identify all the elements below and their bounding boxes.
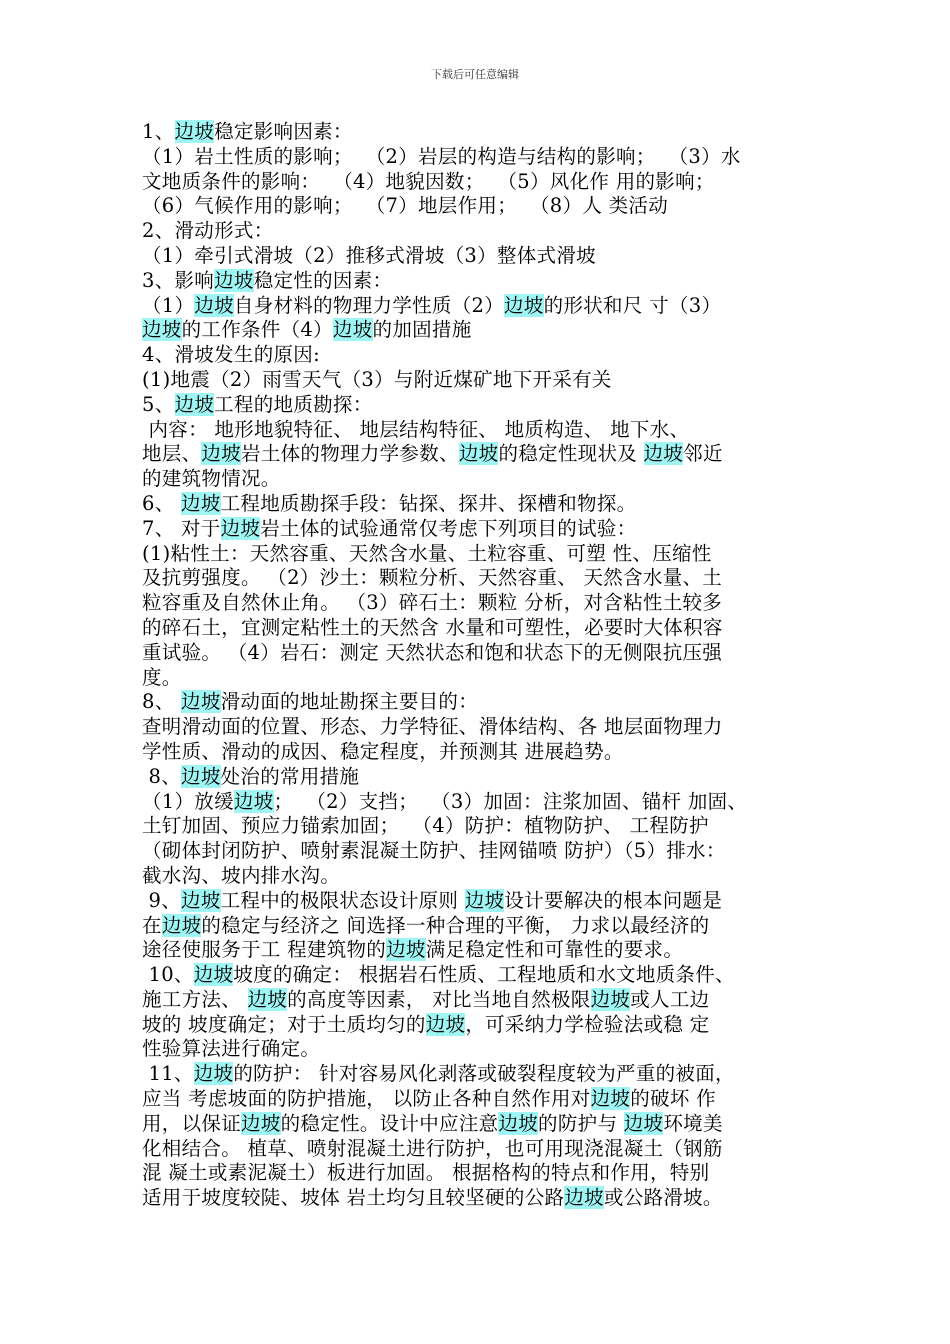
text-line: （1）边坡自身材料的物理力学性质（2）边坡的形状和尺 寸（3） xyxy=(142,293,722,317)
text-line: 2、滑动形式： xyxy=(142,219,274,243)
highlighted-term: 边坡 xyxy=(247,987,288,1011)
highlighted-term: 边坡 xyxy=(161,913,202,937)
text-line: 11、边坡的防护： 针对容易风化剥落或破裂程度较为严重的被面， xyxy=(142,1062,735,1086)
text-line: 的碎石土，宜测定粘性土的天然含 水量和可塑性，必要时大体积容 xyxy=(142,615,723,639)
highlighted-term: 边坡 xyxy=(201,442,242,466)
text-line: 8、 边坡滑动面的地址勘探主要目的： xyxy=(142,690,479,714)
text-line: 施工方法、 边坡的高度等因素， 对比当地自然极限边坡或人工边 xyxy=(142,987,710,1011)
highlighted-term: 边坡 xyxy=(590,987,631,1011)
highlighted-term: 边坡 xyxy=(386,938,426,962)
highlighted-term: 边坡 xyxy=(214,268,254,292)
text-line: 适用于坡度较陡、坡体 岩土均匀且较坚硬的公路边坡或公路滑坡。 xyxy=(142,1186,723,1210)
text-line: 4、滑坡发生的原因: xyxy=(142,343,320,367)
document-body xyxy=(142,120,812,1211)
text-line: 混 凝土或素泥凝土）板进行加固。 根据格构的特点和作用，特别 xyxy=(142,1161,710,1185)
highlighted-term: 边坡 xyxy=(174,120,215,143)
text-line: 地层、边坡岩土体的物理力学参数、边坡的稳定性现状及 边坡邻近 xyxy=(142,442,723,466)
highlighted-term: 边坡 xyxy=(425,1012,466,1036)
highlighted-term: 边坡 xyxy=(142,318,182,342)
text-line: 1、边坡稳定影响因素： xyxy=(142,120,353,143)
text-line: 的建筑物情况。 xyxy=(142,467,281,491)
text-line: 性验算法进行确定。 xyxy=(142,1037,321,1061)
text-line: 及抗剪强度。 （2）沙土：颗粒分析、天然容重、 天然含水量、土 xyxy=(142,566,723,590)
text-line: 土钉加固、预应力锚索加固； （4）防护：植物防护、 工程防护 xyxy=(142,814,709,838)
text-line: 5、边坡工程的地质勘探： xyxy=(142,392,373,416)
text-line: 坡的 坡度确定；对于土质均匀的边坡，可采纳力学检验法或稳 定 xyxy=(142,1012,710,1036)
highlighted-term: 边坡 xyxy=(498,1111,539,1135)
text-line: 内容： 地形地貌特征、 地层结构特征、 地质构造、 地下水、 xyxy=(142,417,690,441)
highlighted-term: 边坡 xyxy=(564,1186,604,1210)
text-line: 9、边坡工程中的极限状态设计原则 边坡设计要解决的根本问题是 xyxy=(142,888,723,912)
highlighted-term: 边坡 xyxy=(623,1111,664,1135)
highlighted-term: 边坡 xyxy=(193,963,234,987)
text-line: 7、 对于边坡岩土体的试验通常仅考虑下列项目的试验： xyxy=(142,516,637,540)
text-line: （6）气候作用的影响； （7）地层作用； （8）人 类活动 xyxy=(142,194,669,218)
highlighted-term: 边坡 xyxy=(458,442,499,466)
text-line: 边坡的工作条件（4）边坡的加固措施 xyxy=(142,318,472,342)
text-line: （1）放缓边坡； （2）支挡； （3）加固：注浆加固、锚杆 加固、 xyxy=(142,789,748,813)
highlighted-term: 边坡 xyxy=(464,888,505,912)
highlighted-term: 边坡 xyxy=(220,516,261,540)
highlighted-term: 边坡 xyxy=(241,1111,281,1135)
text-line: 3、影响边坡稳定性的因素： xyxy=(142,268,393,292)
highlighted-term: 边坡 xyxy=(174,392,215,416)
highlighted-term: 边坡 xyxy=(504,293,544,317)
text-line: 用，以保证边坡的稳定性。设计中应注意边坡的防护与 边坡环境美 xyxy=(142,1111,723,1135)
text-line: 学性质、滑动的成因、稳定程度，并预测其 进展趋势。 xyxy=(142,739,624,763)
text-line: 化相结合。 植草、喷射混凝土进行防护，也可用现浇混凝土（钢筋 xyxy=(142,1136,723,1160)
highlighted-term: 边坡 xyxy=(332,318,373,342)
text-line: 应当 考虑坡面的防护措施， 以防止各种自然作用对边坡的破坏 作 xyxy=(142,1087,716,1111)
text-line: (1)粘性土：天然容重、天然含水量、土粒容重、可塑 性、压缩性 xyxy=(142,541,712,565)
text-line: 途径使服务于工 程建筑物的边坡满足稳定性和可靠性的要求。 xyxy=(142,938,684,962)
text-line: 截水沟、坡内排水沟。 xyxy=(142,863,341,887)
text-line: 查明滑动面的位置、形态、力学特征、滑体结构、各 地层面物理力 xyxy=(142,715,723,739)
highlighted-term: 边坡 xyxy=(643,442,684,466)
text-line: (1)地震（2）雨雪天气（3）与附近煤矿地下开采有关 xyxy=(142,367,612,391)
highlighted-term: 边坡 xyxy=(181,690,221,714)
highlighted-term: 边坡 xyxy=(181,491,221,515)
text-line: 在边坡的稳定与经济之 间选择一种合理的平衡， 力求以最经济的 xyxy=(142,913,710,937)
text-line: 粒容重及自然休止角。 （3）碎石土：颗粒 分析，对含粘性土较多 xyxy=(142,591,723,615)
header-note: 下载后可任意编辑 xyxy=(431,68,519,81)
text-line: 6、 边坡工程地质勘探手段：钻探、探井、探槽和物探。 xyxy=(142,491,637,515)
text-line: 10、边坡坡度的确定： 根据岩石性质、工程地质和水文地质条件、 xyxy=(142,963,735,987)
highlighted-term: 边坡 xyxy=(233,789,274,813)
highlighted-term: 边坡 xyxy=(181,764,221,788)
highlighted-term: 边坡 xyxy=(590,1087,631,1111)
text-line: 度。 xyxy=(142,665,182,689)
text-line: （1）牵引式滑坡（2）推移式滑坡（3）整体式滑坡 xyxy=(142,243,596,267)
highlighted-term: 边坡 xyxy=(194,293,234,317)
text-line: 文地质条件的影响： （4）地貌因数； （5）风化作 用的影响； xyxy=(142,169,715,193)
text-line: （砌体封闭防护、喷射素混凝土防护、挂网锚喷 防护）（5）排水： xyxy=(142,839,726,863)
highlighted-term: 边坡 xyxy=(193,1062,234,1086)
text-line: 重试验。 （4）岩石：测定 天然状态和饱和状态下的无侧限抗压强 xyxy=(142,640,723,664)
text-line: 8、边坡处治的常用措施 xyxy=(142,764,360,788)
text-line: （1）岩土性质的影响； （2）岩层的构造与结构的影响； （3）水 xyxy=(142,144,741,168)
highlighted-term: 边坡 xyxy=(181,888,221,912)
